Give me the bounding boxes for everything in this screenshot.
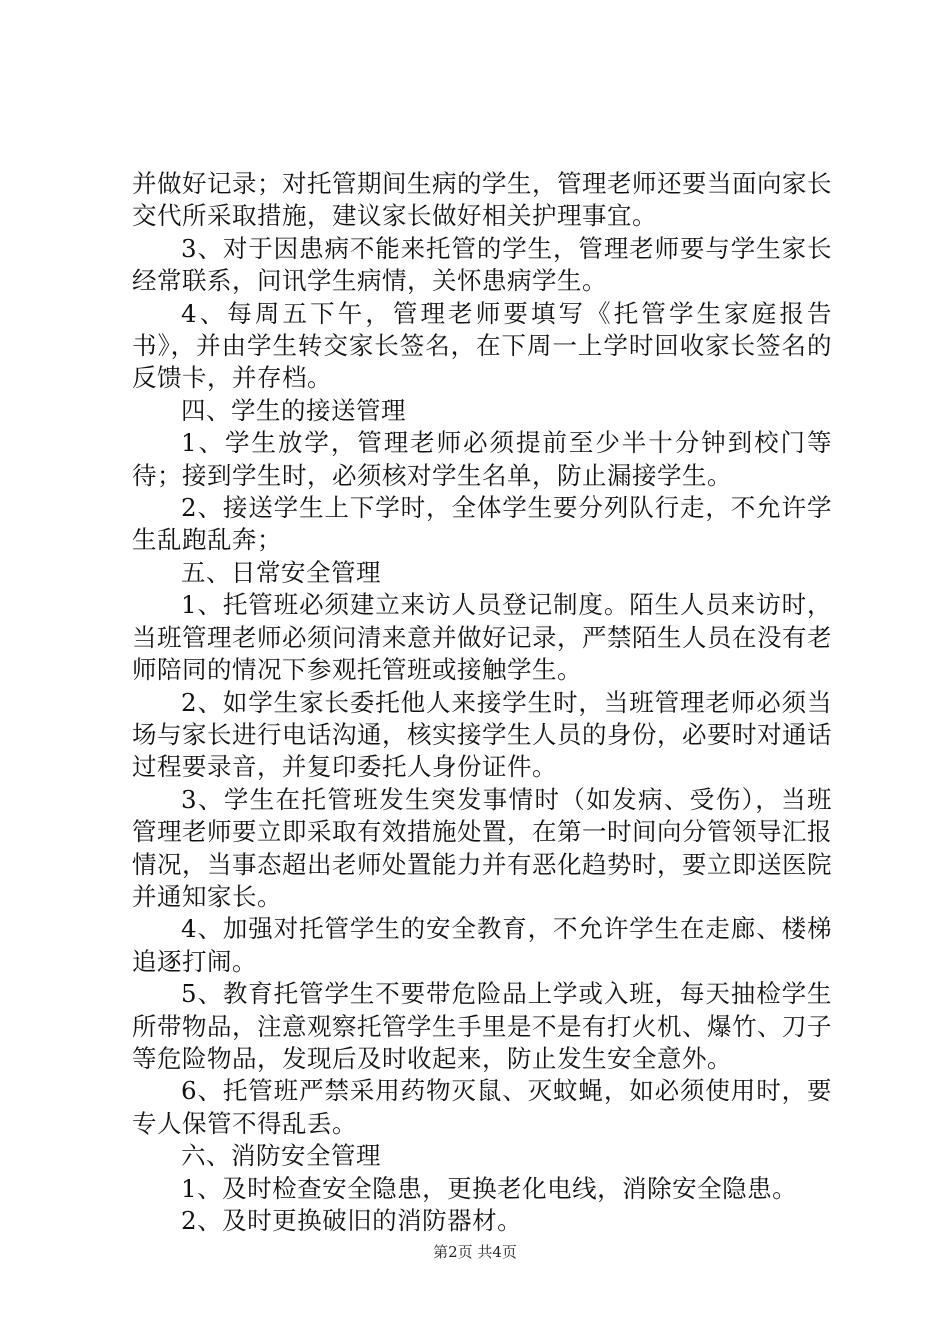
document-body: [132, 168, 832, 1237]
paragraph: 2、接送学生上下学时，全体学生要分列队行走，不允许学生乱跑乱奔；: [132, 493, 832, 555]
paragraph: 2、及时更换破旧的消防器材。: [181, 1206, 523, 1235]
paragraph-continuation: 并做好记录；对托管期间生病的学生，管理老师还要当面向家长交代所采取措施，建议家长做好相关护理事宜。: [132, 169, 832, 231]
paragraph: 6、托管班严禁采用药物灭鼠、灭蚊蝇，如必须使用时，要专人保管不得乱丢。: [132, 1076, 832, 1138]
page-number: 第2页 共4页: [433, 1243, 517, 1261]
paragraph: 4、加强对托管学生的安全教育，不允许学生在走廊、楼梯追逐打闹。: [132, 914, 832, 976]
page-footer: [0, 1242, 950, 1262]
paragraph: 3、学生在托管班发生突发事情时（如发病、受伤），当班管理老师要立即采取有效措施处置，在第一时间向分管领导汇报情况，当事态超出老师处置能力并有恶化趋势时，要立即送医院并通知家长。: [132, 784, 832, 911]
paragraph: 3、对于因患病不能来托管的学生，管理老师要与学生家长经常联系，问讯学生病情，关怀患病学生。: [132, 233, 832, 296]
section-heading: 五、日常安全管理: [181, 557, 381, 587]
paragraph: 1、学生放学，管理老师必须提前至少半十分钟到校门等待；接到学生时，必须核对学生名单，防止漏接学生。: [132, 428, 832, 490]
paragraph: 1、托管班必须建立来访人员登记制度。陌生人员来访时，当班管理老师必须问清来意并做好记录，严禁陌生人员在没有老师陪同的情况下参观托管班或接触学生。: [132, 590, 832, 685]
paragraph: 5、教育托管学生不要带危险品上学或入班，每天抽检学生所带物品，注意观察托管学生手里是不是有打火机、爆竹、刀子等危险物品，发现后及时收起来，防止发生安全意外。: [132, 979, 832, 1073]
paragraph: 4、每周五下午，管理老师要填写《托管学生家庭报告书》，并由学生转交家长签名，在下周一上学时回收家长签名的反馈卡，并存档。: [132, 298, 832, 393]
paragraph: 1、及时检查安全隐患，更换老化电线，消除安全隐患。: [181, 1173, 798, 1203]
section-heading: 四、学生的接送管理: [181, 395, 406, 425]
paragraph: 2、如学生家长委托他人来接学生时，当班管理老师必须当场与家长进行电话沟通，核实接学生人员的身份，必要时对通话过程要录音，并复印委托人身份证件。: [132, 687, 832, 782]
section-heading: 六、消防安全管理: [181, 1141, 381, 1171]
